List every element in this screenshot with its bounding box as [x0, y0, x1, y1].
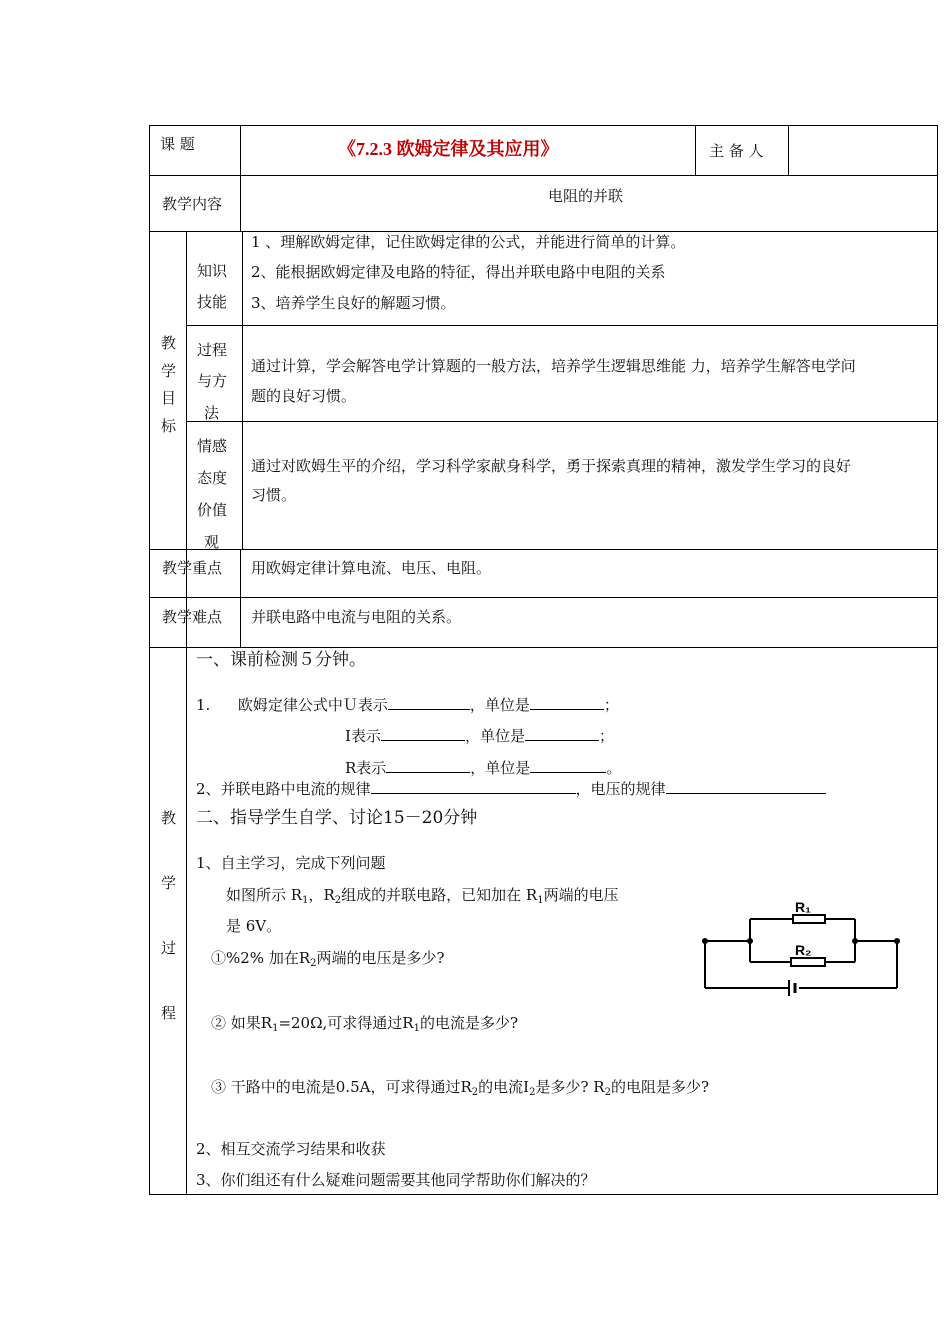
- q1-r-line: [345, 758, 621, 778]
- q2-text: 2、并联电路中电流的规律: [196, 780, 371, 798]
- sub3-text-d: 的电阻是多少?: [610, 1078, 709, 1096]
- row-divider: [149, 597, 938, 598]
- col-divider: [186, 231, 187, 1195]
- sub3-text-b: 的电流I: [478, 1078, 530, 1096]
- content-label: 教学内容: [162, 195, 223, 213]
- sub2-text-c: 的电流是多少?: [419, 1014, 519, 1032]
- answer-blank[interactable]: [381, 726, 465, 741]
- process-section-label: 教: [161, 809, 177, 827]
- emotion-label: 观: [204, 533, 220, 551]
- answer-blank[interactable]: [371, 779, 576, 794]
- knowledge-item: 2、能根据欧姆定律及电路的特征，得出并联电路中电阻的关系: [251, 263, 666, 281]
- objectives-label: 教: [161, 334, 177, 352]
- emotion-label: 价值: [197, 501, 228, 519]
- table-border-left: [149, 125, 150, 1195]
- sub-question-3: ③ 干路中的电流是0.5A，可求得通过$R_2$的电流$I_2$是多少? $R_2$的电阻是多少?: [211, 1078, 709, 1098]
- row-divider: [149, 647, 938, 648]
- circuit-node: [852, 938, 858, 944]
- knowledge-label: 知识: [197, 262, 228, 280]
- questions-item: 3、你们组还有什么疑难问题需要其他同学帮助你们解决的？: [196, 1171, 596, 1189]
- circuit-intro-2: 是 6V。: [226, 917, 282, 935]
- answer-blank[interactable]: [388, 695, 470, 710]
- self-study-heading: 1、自主学习，完成下列问题: [196, 854, 386, 872]
- answer-blank[interactable]: [530, 695, 604, 710]
- circuit-node: [702, 938, 708, 944]
- process-label: 过程: [197, 341, 228, 359]
- col-divider: [240, 549, 241, 647]
- emotion-text: 习惯。: [251, 486, 297, 504]
- process-section-label: 学: [161, 874, 177, 892]
- knowledge-item: 3、培养学生良好的解题习惯。: [251, 294, 456, 312]
- q1-i-line: [345, 726, 614, 746]
- sub2-text: ② 如果R: [211, 1014, 273, 1032]
- q1-number: 1.: [196, 696, 211, 714]
- emotion-label: 情感: [197, 437, 228, 455]
- knowledge-item: 1 、理解欧姆定律，记住欧姆定律的公式，并能进行简单的计算。: [251, 233, 686, 251]
- sub1-text-b: 两端的电压是多少?: [316, 949, 445, 967]
- q1-text: 欧姆定律公式中Ｕ表示: [237, 696, 388, 714]
- knowledge-label: 技能: [197, 293, 228, 311]
- objectives-label: 标: [161, 417, 177, 435]
- key-point-value: 用欧姆定律计算电流、电压、电阻。: [251, 559, 492, 577]
- q2-text-b: ，电压的规律: [575, 780, 666, 798]
- row-divider: [186, 325, 938, 326]
- page-title: 《7.2.3 欧姆定律及其应用》: [338, 139, 559, 159]
- sub1-text: ①%2% 加在R: [211, 949, 311, 967]
- difficulty-value: 并联电路中电流与电阻的关系。: [251, 608, 462, 626]
- q1-line: [196, 695, 619, 715]
- q1-unit-text: ，单位是: [469, 696, 530, 714]
- r1-label: R₁: [795, 899, 811, 915]
- row-divider: [186, 421, 938, 422]
- circuit-intro: 如图所示 $R_1$，$R_2$组成的并联电路，已知加在 $R_1$两端的电压: [226, 886, 619, 906]
- col-divider: [242, 231, 243, 549]
- q1-r-unit-text: ，单位是: [470, 759, 531, 777]
- q1-end: ；: [603, 696, 619, 714]
- row-divider: [149, 175, 938, 176]
- answer-blank[interactable]: [666, 779, 826, 794]
- answer-blank[interactable]: [530, 758, 606, 773]
- process-section-label: 过: [161, 939, 177, 957]
- q1-r-text: R表示: [345, 759, 387, 777]
- table-border-bottom: [149, 1194, 938, 1195]
- sub-question-2: ② 如果$R_1=20\Omega$,可求得通过$R_1$的电流是多少?: [211, 1014, 519, 1034]
- emotion-text: 通过对欧姆生平的介绍，学习科学家献身科学，勇于探索真理的精神，激发学生学习的良好: [251, 457, 852, 475]
- sub-question-1: ①%2% 加在$R_2$两端的电压是多少?: [211, 949, 445, 969]
- parallel-circuit-diagram: [695, 895, 910, 1005]
- emotion-label: 态度: [197, 469, 228, 487]
- process-text: 通过计算，学会解答电学计算题的一般方法，培养学生逻辑思维能 力，培养学生解答电学问: [251, 357, 856, 375]
- row-divider: [149, 549, 938, 550]
- sub3-text: ③ 干路中的电流是0.5A，可求得通过R: [211, 1078, 472, 1096]
- answer-blank[interactable]: [525, 726, 599, 741]
- key-point-label: 教学重点: [162, 559, 223, 577]
- part2-heading: 二、指导学生自学、讨论15－20分钟: [196, 808, 478, 828]
- part1-heading: 一、课前检测５分钟。: [196, 650, 366, 670]
- process-label: 与方: [197, 372, 228, 390]
- process-section-label: 程: [161, 1004, 177, 1022]
- difficulty-label: 教学难点: [162, 608, 223, 626]
- q1-i-end: ；: [598, 727, 614, 745]
- process-text: 题的良好习惯。: [251, 387, 357, 405]
- circuit-node: [747, 938, 753, 944]
- objectives-label: 目: [161, 389, 177, 407]
- q1-r-end: 。: [606, 759, 622, 777]
- sub2-text-b: =20Ω,可求得通过R: [278, 1014, 414, 1032]
- r2-label: R₂: [795, 942, 812, 958]
- sub3-text-c: 是多少? R: [535, 1078, 605, 1096]
- content-value: 电阻的并联: [548, 187, 624, 205]
- objectives-label: 学: [161, 362, 177, 380]
- col-divider: [788, 125, 789, 175]
- q2-line: [196, 779, 826, 799]
- exchange-item: 2、相互交流学习结果和收获: [196, 1140, 386, 1158]
- process-label: 法: [204, 404, 220, 422]
- topic-label: 课 题: [160, 135, 195, 153]
- circuit-node: [894, 938, 900, 944]
- q1-i-text: I表示: [345, 727, 381, 745]
- col-divider: [695, 125, 696, 175]
- col-divider: [240, 125, 241, 231]
- table-border-right: [937, 125, 938, 1195]
- preparer-label: 主 备 人: [709, 142, 764, 160]
- answer-blank[interactable]: [386, 758, 470, 773]
- q1-i-unit-text: ，单位是: [464, 727, 525, 745]
- table-border-top: [149, 125, 938, 126]
